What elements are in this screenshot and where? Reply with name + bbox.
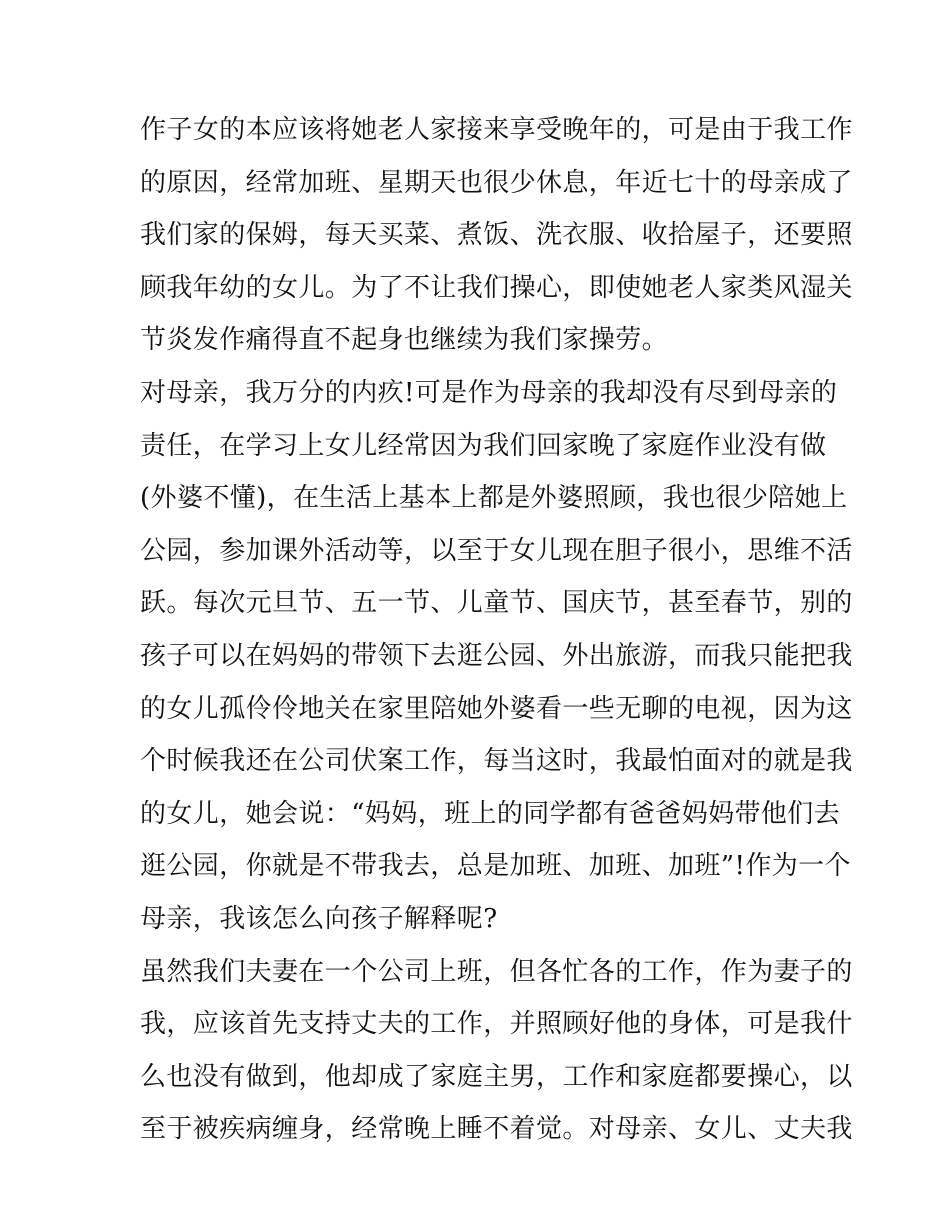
- text-line: 虽然我们夫妻在一个公司上班，但各忙各的工作，作为妻子的: [140, 956, 853, 987]
- text-line: 公园，参加课外活动等，以至于女儿现在胆子很小，思维不活: [140, 535, 853, 566]
- document-page: [140, 104, 853, 1156]
- text-line: 孩子可以在妈妈的带领下去逛公园、外出旅游，而我只能把我: [140, 640, 853, 671]
- text-line: 的女儿孤伶伶地关在家里陪她外婆看一些无聊的电视，因为这: [140, 693, 853, 724]
- text-line: 个时候我还在公司伏案工作，每当这时，我最怕面对的就是我: [140, 746, 853, 777]
- text-line: 么也没有做到，他却成了家庭主男，工作和家庭都要操心，以: [140, 1061, 853, 1092]
- text-line: 责任，在学习上女儿经常因为我们回家晚了家庭作业没有做: [140, 430, 827, 461]
- text-line: 顾我年幼的女儿。为了不让我们操心，即使她老人家类风湿关: [140, 272, 853, 303]
- text-line: 我，应该首先支持丈夫的工作，并照顾好他的身体，可是我什: [140, 1009, 853, 1040]
- text-line: 至于被疾病缠身，经常晚上睡不着觉。对母亲、女儿、丈夫我: [140, 1114, 853, 1145]
- text-line: 节炎发作痛得直不起身也继续为我们家操劳。: [140, 325, 669, 356]
- text-line: 跃。每次元旦节、五一节、儿童节、国庆节，甚至春节，别的: [140, 588, 853, 619]
- text-line: 的女儿，她会说：“妈妈，班上的同学都有爸爸妈妈带他们去: [140, 798, 841, 829]
- text-line: 逛公园，你就是不带我去，总是加班、加班、加班”!作为一个: [140, 851, 851, 882]
- text-line: 的原因，经常加班、星期天也很少休息，年近七十的母亲成了: [140, 167, 853, 198]
- text-line: 我们家的保姆，每天买菜、煮饭、洗衣服、收拾屋子，还要照: [140, 220, 853, 251]
- text-line: 母亲，我该怎么向孩子解释呢?: [140, 903, 498, 934]
- text-line: 作子女的本应该将她老人家接来享受晚年的，可是由于我工作: [140, 115, 853, 145]
- text-line: 对母亲，我万分的内疚!可是作为母亲的我却没有尽到母亲的: [140, 377, 838, 408]
- text-line: (外婆不懂)，在生活上基本上都是外婆照顾，我也很少陪她上: [140, 483, 848, 514]
